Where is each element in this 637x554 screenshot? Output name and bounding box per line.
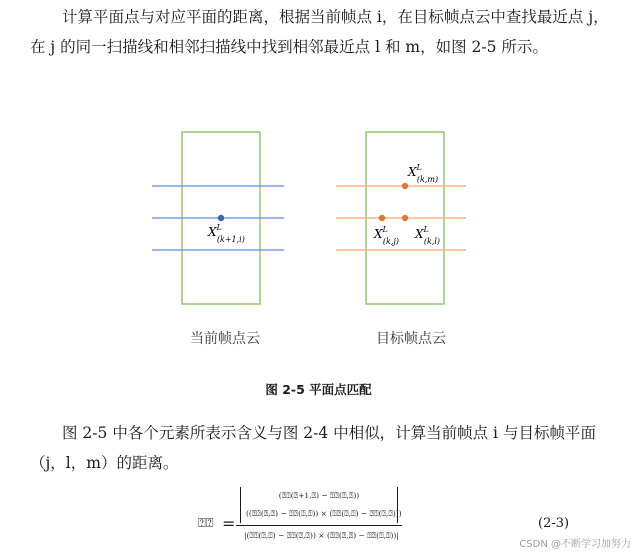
point-label-l: $X^L$ (k,l) — [415, 225, 441, 246]
equation-equals: = — [222, 514, 236, 533]
numerator-bottom: ((⍰⍰(⍰,⍰) − ⍰⍰(⍰,⍰)) × (⍰⍰(⍰,⍰) − ⍰⍰(⍰,⍰))) — [246, 509, 402, 518]
current-point-i — [218, 215, 224, 221]
denominator: |(⍰⍰(⍰,⍰) − ⍰⍰(⍰,⍰)) × (⍰⍰(⍰,⍰) − ⍰⍰(⍰,⍰))| — [244, 531, 399, 540]
fraction-line — [236, 525, 402, 526]
paragraph-intro: 计算平面点与对应平面的距离，根据当前帧点 i，在目标帧点云中查找最近点 j，在 j 的同一扫描线和相邻扫描线中找到相邻最近点 l 和 m，如图 2-5 所示。 — [30, 8, 609, 56]
equation-lhs: ⍰⍰ — [198, 516, 214, 531]
figure-caption: 图 2-5 平面点匹配 — [265, 382, 372, 397]
point-label-j: $X^L$ (k,j) — [374, 225, 399, 246]
equation-number: (2-3) — [538, 516, 570, 531]
numerator-top: (⍰⍰(⍰+1,⍰) − ⍰⍰(⍰,⍰)) — [278, 491, 360, 500]
watermark: CSDN @不断学习加努力 — [519, 539, 631, 550]
equation-fraction — [236, 487, 402, 551]
plane-matching-figure — [130, 120, 500, 360]
point-m — [402, 183, 408, 189]
point-label-current: $X^L$ (k+1,i) — [208, 223, 245, 244]
point-l — [402, 215, 408, 221]
point-label-m: $X^L$ (k,m) — [408, 163, 439, 184]
paragraph-explanation: 图 2-5 中各个元素所表示含义与图 2-4 中相似，计算当前帧点 i 与目标帧平面（j，l，m）的距离。 — [30, 424, 596, 472]
point-j — [379, 215, 385, 221]
label-current-frame: 当前帧点云 — [190, 331, 260, 347]
label-target-frame: 目标帧点云 — [376, 331, 446, 347]
